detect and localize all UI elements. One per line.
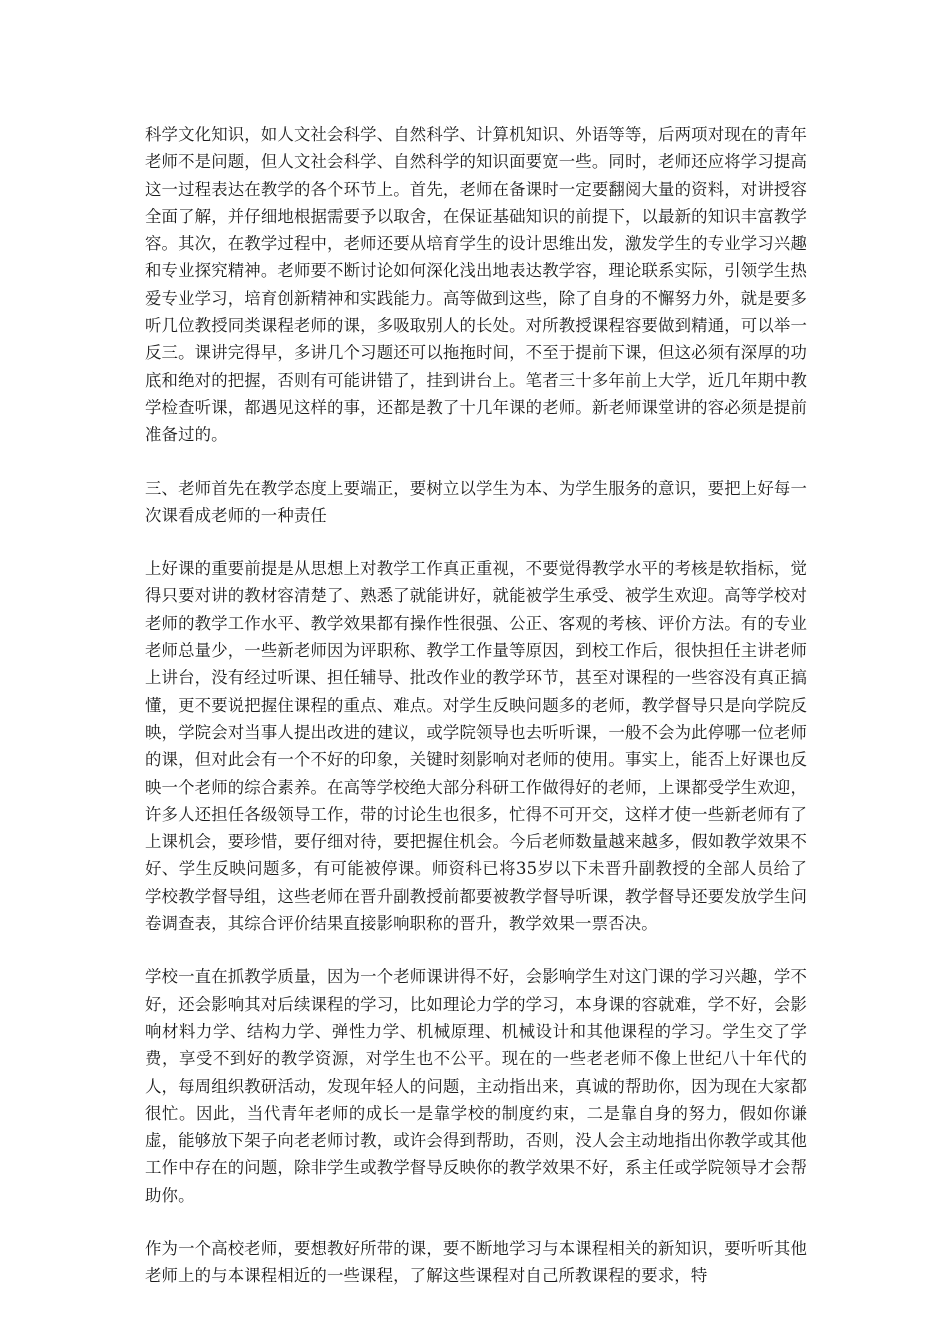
- paragraph-2: 上好课的重要前提是从思想上对教学工作真正重视，不要觉得教学水平的考核是软指标，觉得只要对讲的教材容清楚了、熟悉了就能讲好，就能被学生承受、被学生欢迎。高等学校对老师的教学工作水平、教学效果都有操作性很强、公正、客观的考核、评价方法。有的专业老师总量少，一些新老师因为评职称、教学工作量等原因，到校工作后，很快担任主讲老师上讲台，没有经过听课、担任辅导、批改作业的教学环节，甚至对课程的一些容没有真正搞懂，更不要说把握住课程的重点、难点。对学生反映问题多的老师，教学督导只是向学院反映，学院会对当事人提出改进的建议，或学院领导也去听听课，一般不会为此停哪一位老师的课，但对此会有一个不好的印象，关键时刻影响对老师的使用。事实上，能否上好课也反映一个老师的综合素养。在高等学校绝大部分科研工作做得好的老师，上课都受学生欢迎，许多人还担任各级领导工作，带的讨论生也很多，忙得不可开交，这样才使一些新老师有了上课机会，要珍惜，要仔细对待，要把握住机会。今后老师数量越来越多，假如教学效果不好、学生反映问题多，有可能被停课。师资科已将35岁以下未晋升副教授的全部人员给了学校教学督导组，这些老师在晋升副教授前都要被教学督导听课，教学督导还要发放学生问卷调查表，其综合评价结果直接影响职称的晋升，教学效果一票否决。: [145, 559, 807, 934]
- document-body: [145, 121, 807, 1290]
- paragraph-4: 作为一个高校老师，要想教好所带的课，要不断地学习与本课程相关的新知识，要听听其他老师上的与本课程相近的一些课程，了解这些课程对自己所教课程的要求，特: [145, 1238, 807, 1286]
- paragraph-gap: [145, 529, 807, 555]
- paragraph-gap: [145, 449, 807, 475]
- paragraph-gap: [145, 937, 807, 963]
- paragraph-gap: [145, 1209, 807, 1235]
- section-heading-3: 三、老师首先在教学态度上要端正，要树立以学生为本、为学生服务的意识，要把上好每一次课看成老师的一种责任: [145, 478, 807, 525]
- paragraph-3: 学校一直在抓教学质量，因为一个老师课讲得不好，会影响学生对这门课的学习兴趣，学不好，还会影响其对后续课程的学习，比如理论力学的学习，本身课的容就难，学不好，会影响材料力学、结构力学、弹性力学、机械原理、机械设计和其他课程的学习。学生交了学费，享受不到好的教学资源，对学生也不公平。现在的一些老老师不像上世纪八十年代的人，每周组织教研活动，发现年轻人的问题，主动指出来，真诚的帮助你，因为现在大家都很忙。因此，当代青年老师的成长一是靠学校的制度约束，二是靠自身的努力，假如你谦虚，能够放下架子向老老师讨教，或许会得到帮助，否则，没人会主动地指出你教学或其他工作中存在的问题，除非学生或教学督导反映你的教学效果不好，系主任或学院领导才会帮助你。: [145, 967, 807, 1205]
- paragraph-1: 科学文化知识，如人文社会科学、自然科学、计算机知识、外语等等，后两项对现在的青年老师不是问题，但人文社会科学、自然科学的知识面要宽一些。同时，老师还应将学习提高这一过程表达在教学的各个环节上。首先，老师在备课时一定要翻阅大量的资料，对讲授容全面了解，并仔细地根据需要予以取舍，在保证基础知识的前提下，以最新的知识丰富教学容。其次，在教学过程中，老师还要从培育学生的设计思维出发，激发学生的专业学习兴趣和专业探究精神。老师要不断讨论如何深化浅出地表达教学容，理论联系实际，引领学生热爱专业学习，培育创新精神和实践能力。高等做到这些，除了自身的不懈努力外，就是要多听几位教授同类课程老师的课，多吸取别人的长处。对所教授课程容要做到精通，可以举一反三。课讲完得早，多讲几个习题还可以拖拖时间，不至于提前下课，但这必须有深厚的功底和绝对的把握，否则有可能讲错了，挂到讲台上。笔者三十多年前上大学，近几年期中教学检查听课，都遇见这样的事，还都是教了十几年课的老师。新老师课堂讲的容必须是提前准备过的。: [145, 125, 807, 445]
